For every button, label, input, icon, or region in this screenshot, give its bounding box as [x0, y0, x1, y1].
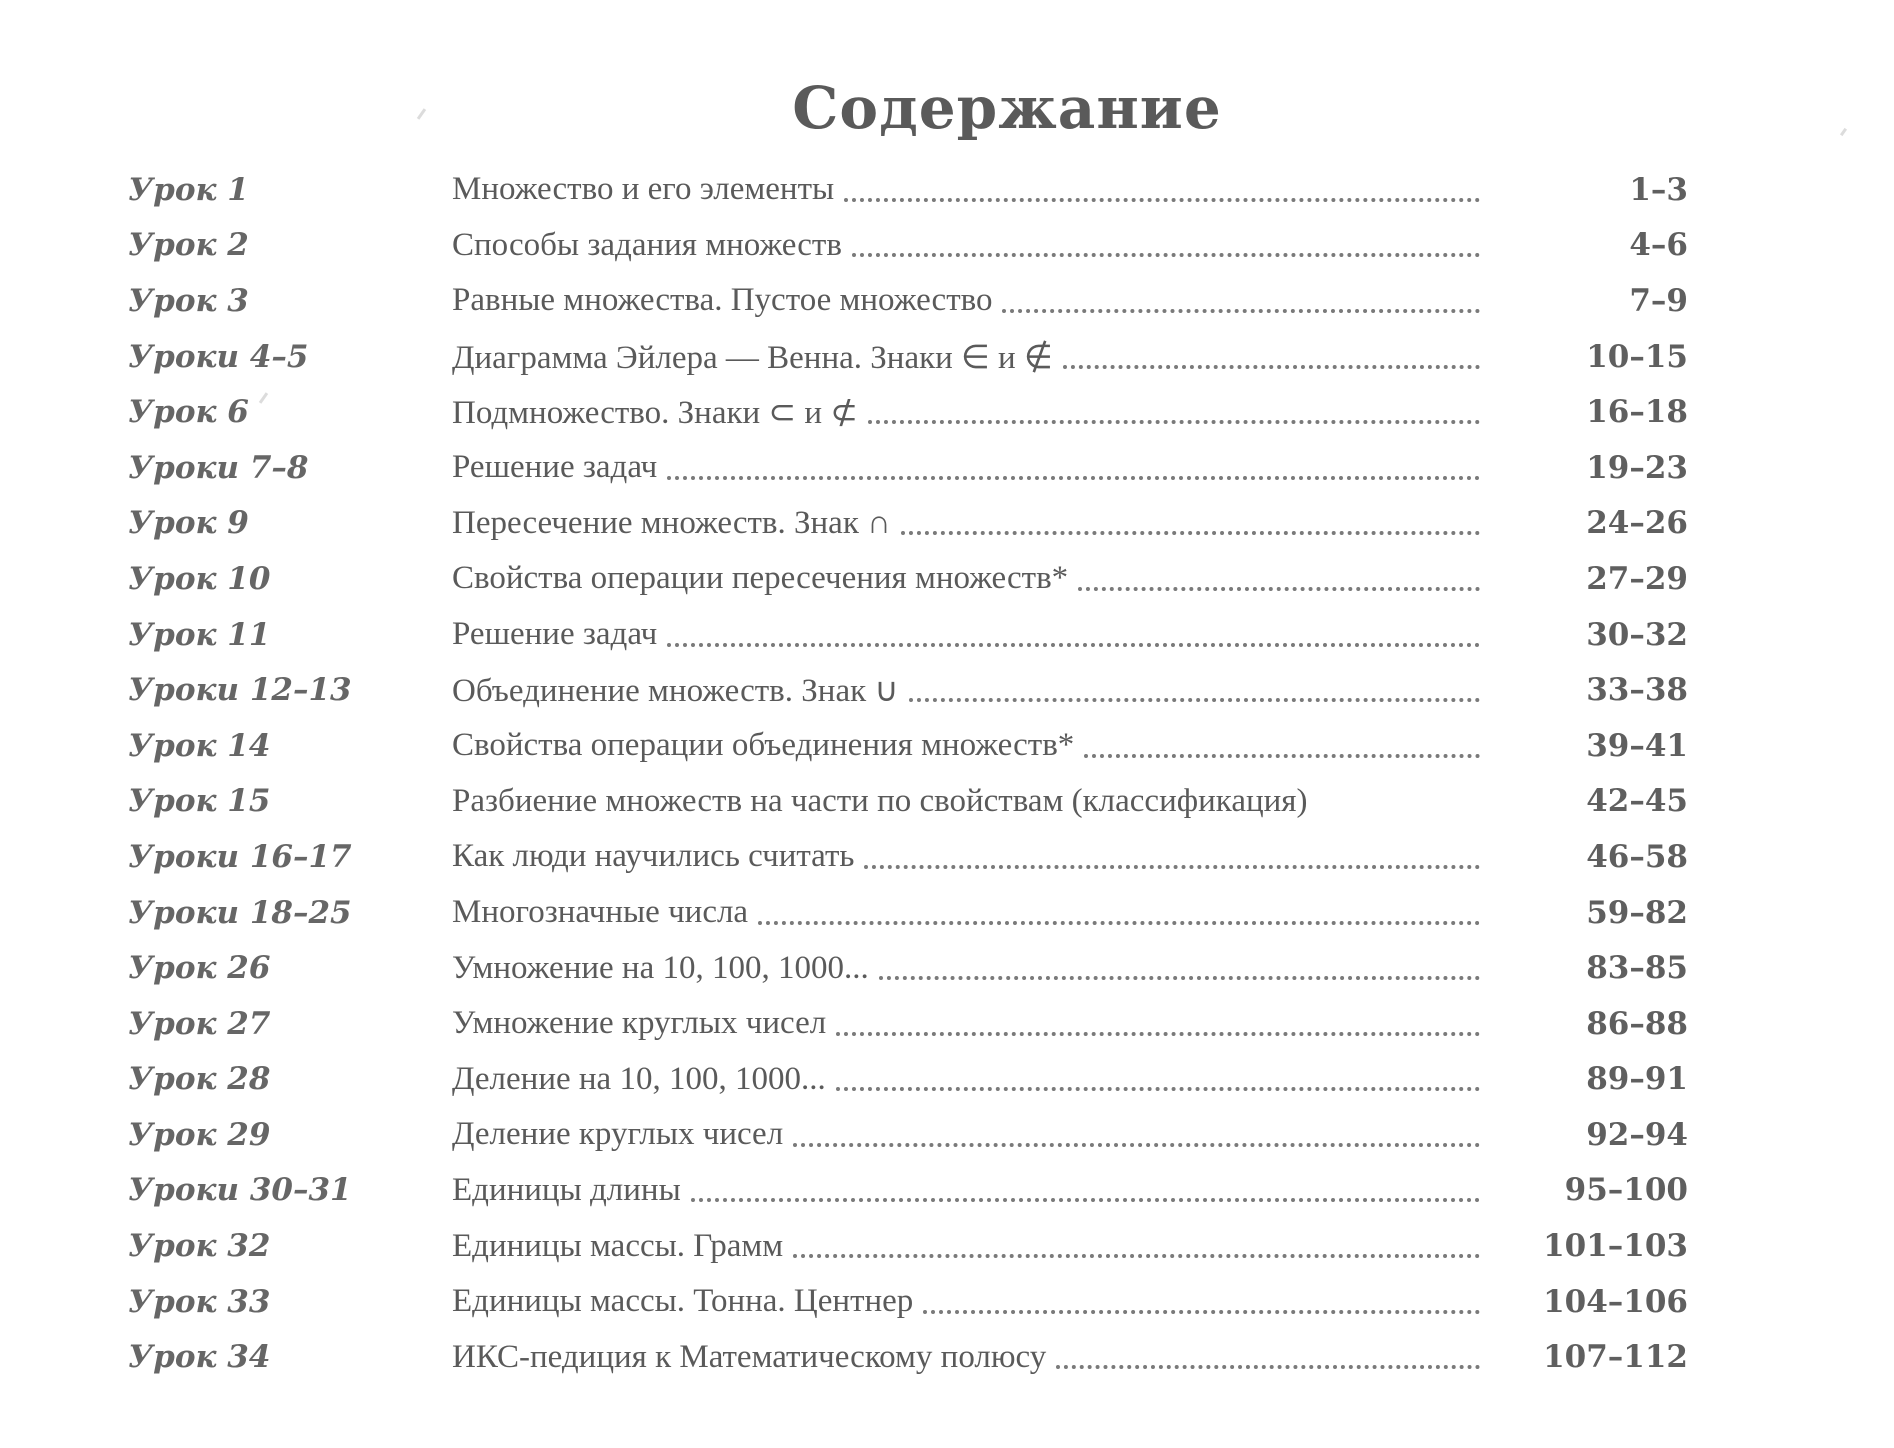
lesson-topic: Свойства операции пересечения множеств* — [452, 560, 1069, 597]
dot-leader — [758, 921, 1480, 925]
lesson-topic: Деление на 10, 100, 1000... — [452, 1060, 826, 1097]
page-range: 7–9 — [1629, 282, 1688, 319]
lesson-topic: Решение задач — [452, 449, 658, 486]
dot-leader — [793, 1254, 1480, 1258]
toc-entry — [452, 171, 1480, 208]
lesson-number: Урок 27 — [128, 1005, 271, 1042]
toc-row — [128, 273, 1688, 329]
lesson-number: Урок 2 — [128, 227, 249, 264]
toc-row — [128, 829, 1688, 885]
dot-leader — [879, 976, 1480, 980]
dot-leader — [844, 198, 1480, 202]
lesson-number: Урок 33 — [128, 1283, 271, 1320]
lesson-topic: Равные множества. Пустое множество — [452, 282, 993, 319]
toc-row — [128, 1274, 1688, 1330]
page-range: 1–3 — [1629, 171, 1688, 208]
lesson-number: Урок 32 — [128, 1228, 271, 1265]
toc-row — [128, 996, 1688, 1052]
toc-row — [128, 774, 1688, 830]
lesson-topic: Как люди научились считать — [452, 838, 855, 875]
lesson-number: Уроки 12–13 — [128, 672, 352, 709]
page-range: 33–38 — [1586, 672, 1688, 709]
toc-entry — [452, 616, 1480, 653]
lesson-topic: Объединение множеств. Знак ∪ — [452, 673, 899, 710]
dot-leader — [1056, 1365, 1480, 1369]
page-range: 95–100 — [1564, 1172, 1688, 1209]
toc-entry — [452, 727, 1480, 764]
toc-row — [128, 218, 1688, 274]
toc-entry — [452, 1283, 1480, 1320]
lesson-topic: Единицы массы. Тонна. Центнер — [452, 1283, 914, 1320]
toc-row — [128, 885, 1688, 941]
lesson-number: Уроки 16–17 — [128, 838, 352, 875]
toc-entry — [452, 783, 1480, 820]
lesson-topic: Множество и его элементы — [452, 171, 835, 208]
page-range: 101–103 — [1543, 1228, 1688, 1265]
toc-entry — [452, 560, 1480, 597]
toc-row — [128, 718, 1688, 774]
dot-leader — [667, 643, 1480, 647]
toc-row — [128, 384, 1688, 440]
toc-row — [128, 1107, 1688, 1163]
toc-entry — [452, 1116, 1480, 1153]
lesson-number: Урок 6 — [128, 394, 249, 431]
dot-leader — [1078, 587, 1480, 591]
page-range: 16–18 — [1586, 394, 1688, 431]
page-range: 46–58 — [1586, 838, 1688, 875]
lesson-number: Урок 3 — [128, 282, 249, 319]
lesson-topic: Диаграмма Эйлера — Венна. Знаки ∈ и ∉ — [452, 339, 1053, 376]
toc-row — [128, 1163, 1688, 1219]
dot-leader — [923, 1310, 1480, 1314]
dot-leader — [667, 476, 1480, 480]
toc-row — [128, 440, 1688, 496]
lesson-topic: Умножение на 10, 100, 1000... — [452, 949, 869, 986]
toc-row — [128, 607, 1688, 663]
toc-row — [128, 1329, 1688, 1385]
lesson-number: Урок 10 — [128, 560, 271, 597]
toc-entry — [452, 670, 1480, 710]
page-range: 107–112 — [1543, 1339, 1688, 1376]
dot-leader — [909, 698, 1480, 702]
dot-leader — [868, 420, 1480, 424]
lesson-number: Урок 26 — [128, 950, 271, 987]
dot-leader — [793, 1143, 1480, 1147]
dot-leader — [901, 531, 1480, 535]
lesson-topic: Деление круглых чисел — [452, 1116, 784, 1153]
lesson-topic: Многозначные числа — [452, 894, 749, 931]
lesson-number: Уроки 4–5 — [128, 338, 309, 375]
page-title: Содержание — [792, 74, 1222, 142]
toc-entry — [452, 505, 1480, 542]
lesson-topic: Подмножество. Знаки ⊂ и ⊄ — [452, 395, 858, 432]
page-range: 39–41 — [1586, 727, 1688, 764]
lesson-number: Уроки 30–31 — [128, 1172, 352, 1209]
lesson-number: Уроки 7–8 — [128, 449, 309, 486]
toc-entry — [452, 1339, 1480, 1376]
toc-entry — [452, 1228, 1480, 1265]
toc-entry — [452, 337, 1480, 377]
toc-entry — [452, 950, 1480, 987]
lesson-topic: Единицы массы. Грамм — [452, 1227, 784, 1264]
page-range: 59–82 — [1586, 894, 1688, 931]
lesson-number: Урок 14 — [128, 727, 271, 764]
toc-entry — [452, 282, 1480, 319]
toc-entry — [452, 838, 1480, 875]
page-range: 104–106 — [1543, 1283, 1688, 1320]
dot-leader — [836, 1032, 1480, 1036]
lesson-number: Урок 15 — [128, 783, 271, 820]
dot-leader — [1063, 365, 1480, 369]
page-range: 92–94 — [1586, 1116, 1688, 1153]
lesson-topic: Разбиение множеств на части по свойствам (классификация) — [452, 782, 1308, 819]
lesson-topic: ИКС-педиция к Математическому полюсу — [452, 1338, 1047, 1375]
page-range: 89–91 — [1586, 1061, 1688, 1098]
lesson-number: Урок 11 — [128, 616, 271, 653]
lesson-topic: Решение задач — [452, 616, 658, 653]
toc-row — [128, 496, 1688, 552]
toc-row — [128, 551, 1688, 607]
lesson-topic: Пересечение множеств. Знак ∩ — [452, 504, 891, 541]
page-range: 24–26 — [1586, 505, 1688, 542]
lesson-number: Урок 28 — [128, 1061, 271, 1098]
dot-leader — [1002, 309, 1480, 313]
table-of-contents — [128, 162, 1688, 1385]
toc-row — [128, 940, 1688, 996]
dot-leader — [852, 253, 1480, 257]
page-range: 4–6 — [1629, 227, 1688, 264]
lesson-topic: Умножение круглых чисел — [452, 1005, 827, 1042]
toc-row — [128, 1052, 1688, 1108]
lesson-number: Урок 1 — [128, 171, 249, 208]
dot-leader — [836, 1087, 1480, 1091]
dot-leader — [1084, 754, 1480, 758]
page-range: 30–32 — [1586, 616, 1688, 653]
toc-row — [128, 162, 1688, 218]
page-range: 42–45 — [1586, 783, 1688, 820]
page-range: 27–29 — [1586, 560, 1688, 597]
page-range: 10–15 — [1586, 338, 1688, 375]
toc-entry — [452, 894, 1480, 931]
lesson-topic: Единицы длины — [452, 1171, 681, 1208]
lesson-topic: Способы задания множеств — [452, 226, 842, 263]
lesson-number: Урок 29 — [128, 1116, 271, 1153]
dot-leader — [864, 865, 1480, 869]
toc-entry — [452, 449, 1480, 486]
toc-entry — [452, 227, 1480, 264]
page-range: 19–23 — [1586, 449, 1688, 486]
page-range: 86–88 — [1586, 1005, 1688, 1042]
lesson-topic: Свойства операции объединения множеств* — [452, 727, 1075, 764]
lesson-number: Урок 34 — [128, 1339, 271, 1376]
toc-row — [128, 1218, 1688, 1274]
dot-leader — [691, 1198, 1480, 1202]
toc-row — [128, 329, 1688, 385]
page-range: 83–85 — [1586, 950, 1688, 987]
lesson-number: Урок 9 — [128, 505, 249, 542]
toc-entry — [452, 1172, 1480, 1209]
toc-entry — [452, 392, 1480, 432]
toc-entry — [452, 1005, 1480, 1042]
toc-entry — [452, 1061, 1480, 1098]
lesson-number: Уроки 18–25 — [128, 894, 352, 931]
toc-row — [128, 662, 1688, 718]
